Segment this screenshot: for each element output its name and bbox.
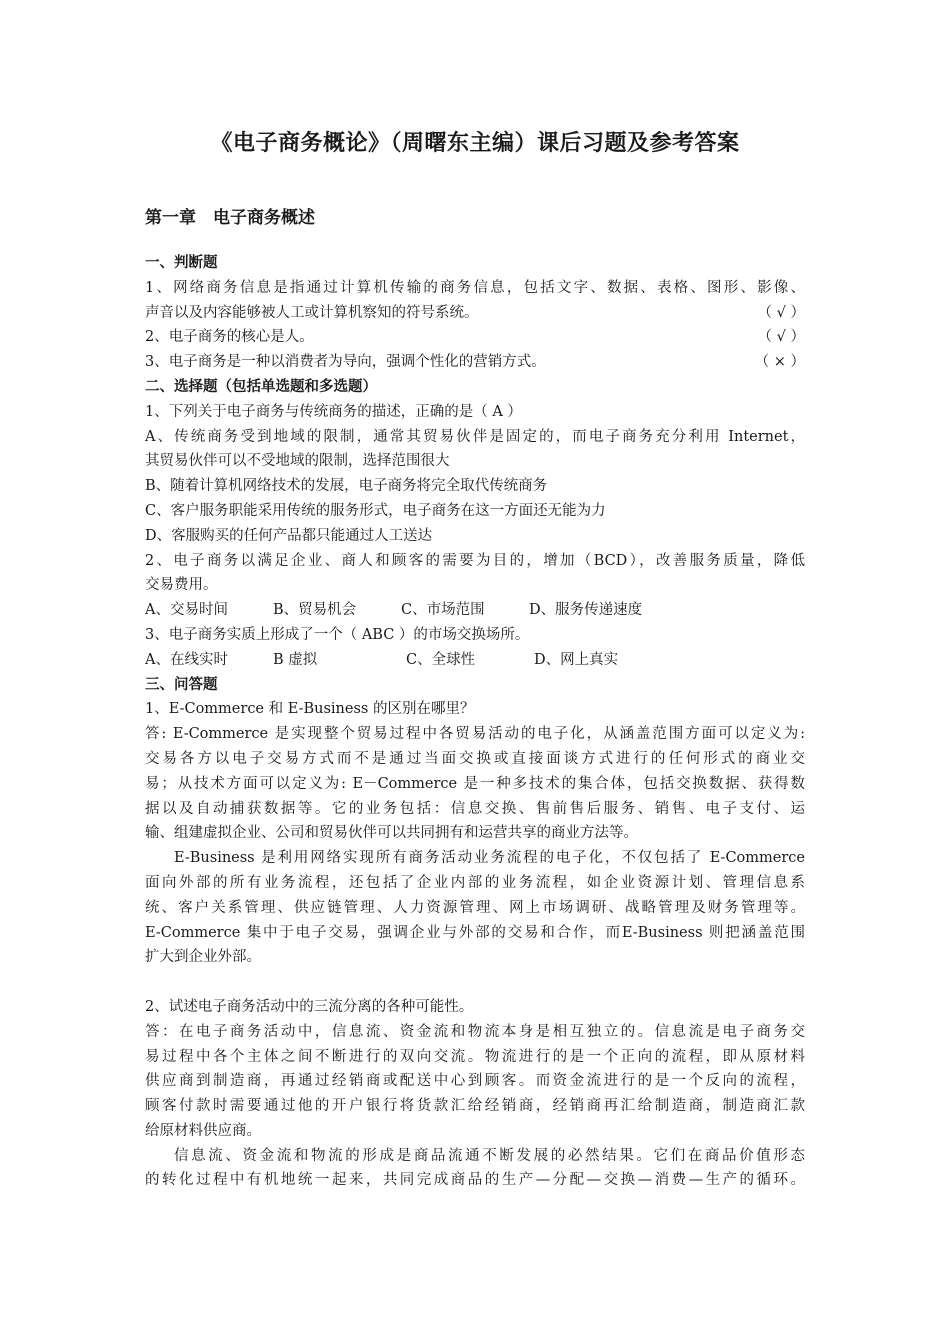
tf-question-1-line-1: 1、网络商务信息是指通过计算机传输的商务信息，包括文字、数据、表格、图形、影像、 (145, 279, 805, 296)
qa-answer-1-line: 输、组建虚拟企业、公司和贸易伙伴可以共同拥有和运营共享的商业方法等。 (145, 825, 638, 842)
qa-answer-1-paragraph-2-line: 扩大到企业外部。 (145, 949, 261, 966)
qa-question-2: 2、试述电子商务活动中的三流分离的各种可能性。 (145, 998, 474, 1015)
choice-question-1: 1、下列关于电子商务与传统商务的描述，正确的是（ A ） (145, 403, 522, 420)
qa-answer-1-line: 答: E-Commerce 是实现整个贸易过程中各贸易活动的电子化，从涵盖范围方面可以定义为: (145, 726, 805, 743)
qa-answer-2-line: 答：在电子商务活动中，信息流、资金流和物流本身是相互独立的。信息流是电子商务交 (145, 1023, 805, 1040)
qa-answer-1-paragraph-2-line: 面向外部的所有业务流程，还包括了企业内部的业务流程，如企业资源计划、管理信息系 (145, 874, 805, 891)
choice-question-3: 3、电子商务实质上形成了一个（ ABC ）的市场交换场所。 (145, 626, 530, 643)
tf-question-2-row (145, 325, 805, 350)
qa-answer-1-paragraph-2-line: E-Commerce 集中于电子交易，强调企业与外部的交易和合作，而E-Business 则把涵盖范围 (145, 924, 805, 941)
qa-answer-2-line: 供应商到制造商，再通过经销商或配送中心到顾客。而资金流进行的是一个反向的流程， (145, 1073, 805, 1090)
choice-2-options (145, 598, 805, 623)
choice-3-options (145, 648, 805, 673)
chapter-heading: 第一章 电子商务概述 (145, 208, 315, 228)
qa-answer-1-line: 据以及自动捕获数据等。它的业务包括：信息交换、售前售后服务、销售、电子支付、运 (145, 800, 805, 817)
tf-answer-1: （ √ ） (757, 304, 805, 321)
choice-3-option-b: B 虚拟 (273, 651, 318, 668)
qa-answer-2-line: 易过程中各个主体之间不断进行的双向交流。物流进行的是一个正向的流程，即从原材料 (145, 1048, 805, 1065)
tf-question-2: 2、电子商务的核心是人。 (145, 329, 314, 346)
qa-answer-2-line: 给原材料供应商。 (145, 1122, 261, 1139)
qa-answer-2-paragraph-2-line: 信息流、资金流和物流的形成是商品流通不断发展的必然结果。它们在商品价值形态 (174, 1147, 805, 1164)
choice-1-option-a-line-1: A、传统商务受到地域的限制，通常其贸易伙伴是固定的，而电子商务充分利用 Internet， (145, 428, 805, 445)
tf-question-3: 3、电子商务是一种以消费者为导向，强调个性化的营销方式。 (145, 354, 546, 371)
choice-2-option-c: C、市场范围 (401, 602, 485, 619)
document-body (145, 251, 805, 1193)
qa-answer-1-paragraph-2-line: E-Business 是利用网络实现所有商务活动业务流程的电子化，不仅包括了 E-Commerce (174, 850, 805, 867)
choice-question-2-line-2: 交易费用。 (145, 577, 218, 594)
qa-question-1: 1、E-Commerce 和 E-Business 的区别在哪里？ (145, 701, 475, 718)
tf-question-1-line-2: 声音以及内容能够被人工或计算机察知的符号系统。 (145, 304, 479, 321)
tf-question-1-row (145, 301, 805, 326)
section-heading-true-false: 一、判断题 (145, 255, 218, 271)
qa-answer-2-paragraph-2-line: 的转化过程中有机地统一起来，共同完成商品的生产—分配—交换—消费—生产的循环。 (145, 1172, 805, 1189)
choice-2-option-b: B、贸易机会 (273, 602, 357, 619)
qa-answer-1-line: 易；从技术方面可以定义为: E－Commerce 是一种多技术的集合体，包括交换数据、获得数 (145, 775, 805, 792)
qa-answer-2-line: 顾客付款时需要通过他的开户银行将货款汇给经销商，经销商再汇给制造商，制造商汇款 (145, 1098, 805, 1115)
choice-3-option-d: D、网上真实 (534, 651, 619, 668)
choice-1-option-c: C、客户服务职能采用传统的服务形式，电子商务在这一方面还无能为力 (145, 502, 606, 519)
document-title: 《电子商务概论》（周曙东主编）课后习题及参考答案 (210, 131, 740, 156)
choice-3-option-a: A、在线实时 (145, 651, 228, 668)
choice-1-option-d: D、客服购买的任何产品都只能通过人工送达 (145, 527, 433, 544)
tf-answer-2: （ √ ） (757, 329, 805, 346)
qa-answer-1-paragraph-2-line: 统、客户关系管理、供应链管理、人力资源管理、网上市场调研、战略管理及财务管理等。 (145, 899, 805, 916)
section-heading-qa: 三、问答题 (145, 676, 218, 693)
tf-answer-3: （ × ） (754, 354, 805, 371)
choice-1-option-b: B、随着计算机网络技术的发展，电子商务将完全取代传统商务 (145, 478, 548, 495)
section-heading-choice: 二、选择题（包括单选题和多选题） (145, 378, 377, 395)
blank-line (145, 970, 805, 995)
choice-3-option-c: C、全球性 (406, 651, 476, 668)
tf-question-3-row (145, 350, 805, 375)
choice-question-2-line-1: 2、电子商务以满足企业、商人和顾客的需要为目的，增加（BCD），改善服务质量，降低 (145, 552, 805, 569)
choice-1-option-a-line-2: 其贸易伙伴可以不受地域的限制，选择范围很大 (145, 453, 450, 470)
qa-answer-1-line: 交易各方以电子交易方式而不是通过当面交换或直接面谈方式进行的任何形式的商业交 (145, 750, 805, 767)
choice-2-option-d: D、服务传递速度 (529, 602, 643, 619)
choice-2-option-a: A、交易时间 (145, 602, 228, 619)
